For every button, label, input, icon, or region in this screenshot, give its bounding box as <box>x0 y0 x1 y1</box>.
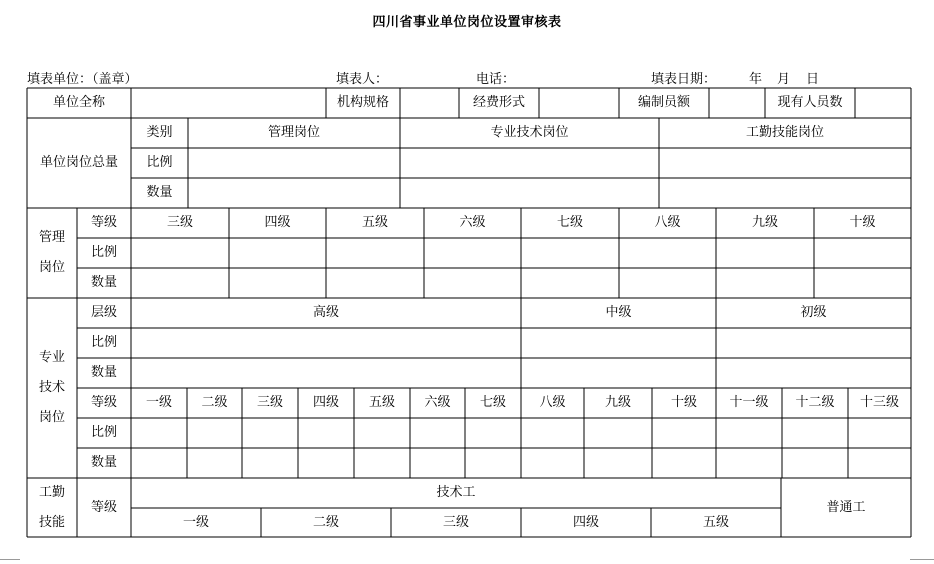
management-label-line2: 岗位 <box>38 260 65 275</box>
management-count-label: 数量 <box>90 275 117 290</box>
management-level: 十级 <box>849 215 876 230</box>
technician-level: 二级 <box>312 514 339 530</box>
professional-level: 七级 <box>479 395 506 410</box>
date-day-label: 日 <box>806 72 820 87</box>
professional-level: 九级 <box>604 395 631 410</box>
phone-label: 电话： <box>476 72 516 87</box>
professional-level: 十一级 <box>729 395 769 410</box>
form-title: 四川省事业单位岗位设置审核表 <box>372 15 562 30</box>
professional-grade-ratio-label: 比例 <box>90 425 117 440</box>
management-level: 三级 <box>166 215 193 230</box>
management-level: 四级 <box>264 215 291 230</box>
professional-label-line3: 岗位 <box>38 410 65 425</box>
technician-header: 技术工 <box>436 485 476 500</box>
total-category-label: 类别 <box>146 125 173 140</box>
fill-unit-label: 填表单位：（盖章） <box>27 72 138 87</box>
professional-level: 一级 <box>145 395 172 410</box>
funding-form-label: 经费形式 <box>472 95 525 110</box>
professional-level: 十二级 <box>795 395 835 410</box>
fill-date-label: 填表日期： <box>651 72 717 87</box>
professional-posts-label <box>27 298 77 478</box>
management-grade-label: 等级 <box>90 215 117 230</box>
total-management-header: 管理岗位 <box>267 125 320 140</box>
technician-level: 一级 <box>182 514 209 530</box>
page-edge-mark-right <box>910 559 934 560</box>
professional-tier-count-label: 数量 <box>90 365 117 380</box>
professional-tier-junior: 初级 <box>800 305 827 320</box>
staff-quota-label: 编制员额 <box>637 95 690 110</box>
staff-quota-field[interactable] <box>709 88 765 118</box>
management-level: 六级 <box>459 215 486 230</box>
professional-level: 四级 <box>312 395 339 410</box>
management-level: 七级 <box>556 215 583 230</box>
professional-level: 三级 <box>256 395 283 410</box>
technician-level: 四级 <box>572 514 599 530</box>
date-year-label: 年 <box>749 72 763 87</box>
funding-form-field[interactable] <box>539 88 619 118</box>
unit-full-name-label: 单位全称 <box>52 95 105 110</box>
skilled-grade-label: 等级 <box>90 499 117 515</box>
professional-level: 十级 <box>670 395 697 410</box>
professional-tier-intermediate: 中级 <box>605 305 632 320</box>
total-ratio-label: 比例 <box>146 155 173 170</box>
professional-grade-count-label: 数量 <box>90 455 117 470</box>
org-level-field[interactable] <box>400 88 459 118</box>
professional-level: 八级 <box>539 395 566 410</box>
management-level: 五级 <box>361 215 388 230</box>
management-label-line1: 管理 <box>38 230 65 245</box>
management-ratio-label: 比例 <box>90 245 117 260</box>
filler-label: 填表人： <box>336 72 389 87</box>
total-skilled-header: 工勤技能岗位 <box>745 125 824 140</box>
technician-level: 五级 <box>702 514 729 530</box>
professional-level: 六级 <box>424 395 451 410</box>
total-posts-label: 单位岗位总量 <box>39 155 118 170</box>
current-staff-field[interactable] <box>855 88 911 118</box>
professional-label-line1: 专业 <box>38 350 65 365</box>
total-count-label: 数量 <box>146 185 173 200</box>
skilled-label-line1: 工勤 <box>38 484 65 500</box>
unit-full-name-field[interactable] <box>131 88 326 118</box>
management-level: 八级 <box>654 215 681 230</box>
total-professional-header: 专业技术岗位 <box>490 125 569 140</box>
management-level: 九级 <box>751 215 778 230</box>
date-month-label: 月 <box>777 72 791 87</box>
professional-level: 五级 <box>368 395 395 410</box>
management-posts-label <box>27 208 77 298</box>
skilled-posts-label <box>27 478 77 537</box>
professional-tier-label: 层级 <box>90 305 117 320</box>
skilled-label-line2: 技能 <box>38 514 65 530</box>
org-level-label: 机构规格 <box>336 95 389 110</box>
professional-tier-ratio-label: 比例 <box>90 335 117 350</box>
current-staff-label: 现有人员数 <box>777 95 843 110</box>
professional-tier-senior: 高级 <box>312 305 339 320</box>
technician-level: 三级 <box>442 514 469 530</box>
general-worker-header: 普通工 <box>826 499 866 515</box>
professional-level: 二级 <box>201 395 228 410</box>
professional-level: 十三级 <box>859 395 899 410</box>
professional-grade-label: 等级 <box>90 395 117 410</box>
page-edge-mark-left <box>0 559 20 560</box>
professional-label-line2: 技术 <box>38 380 65 395</box>
